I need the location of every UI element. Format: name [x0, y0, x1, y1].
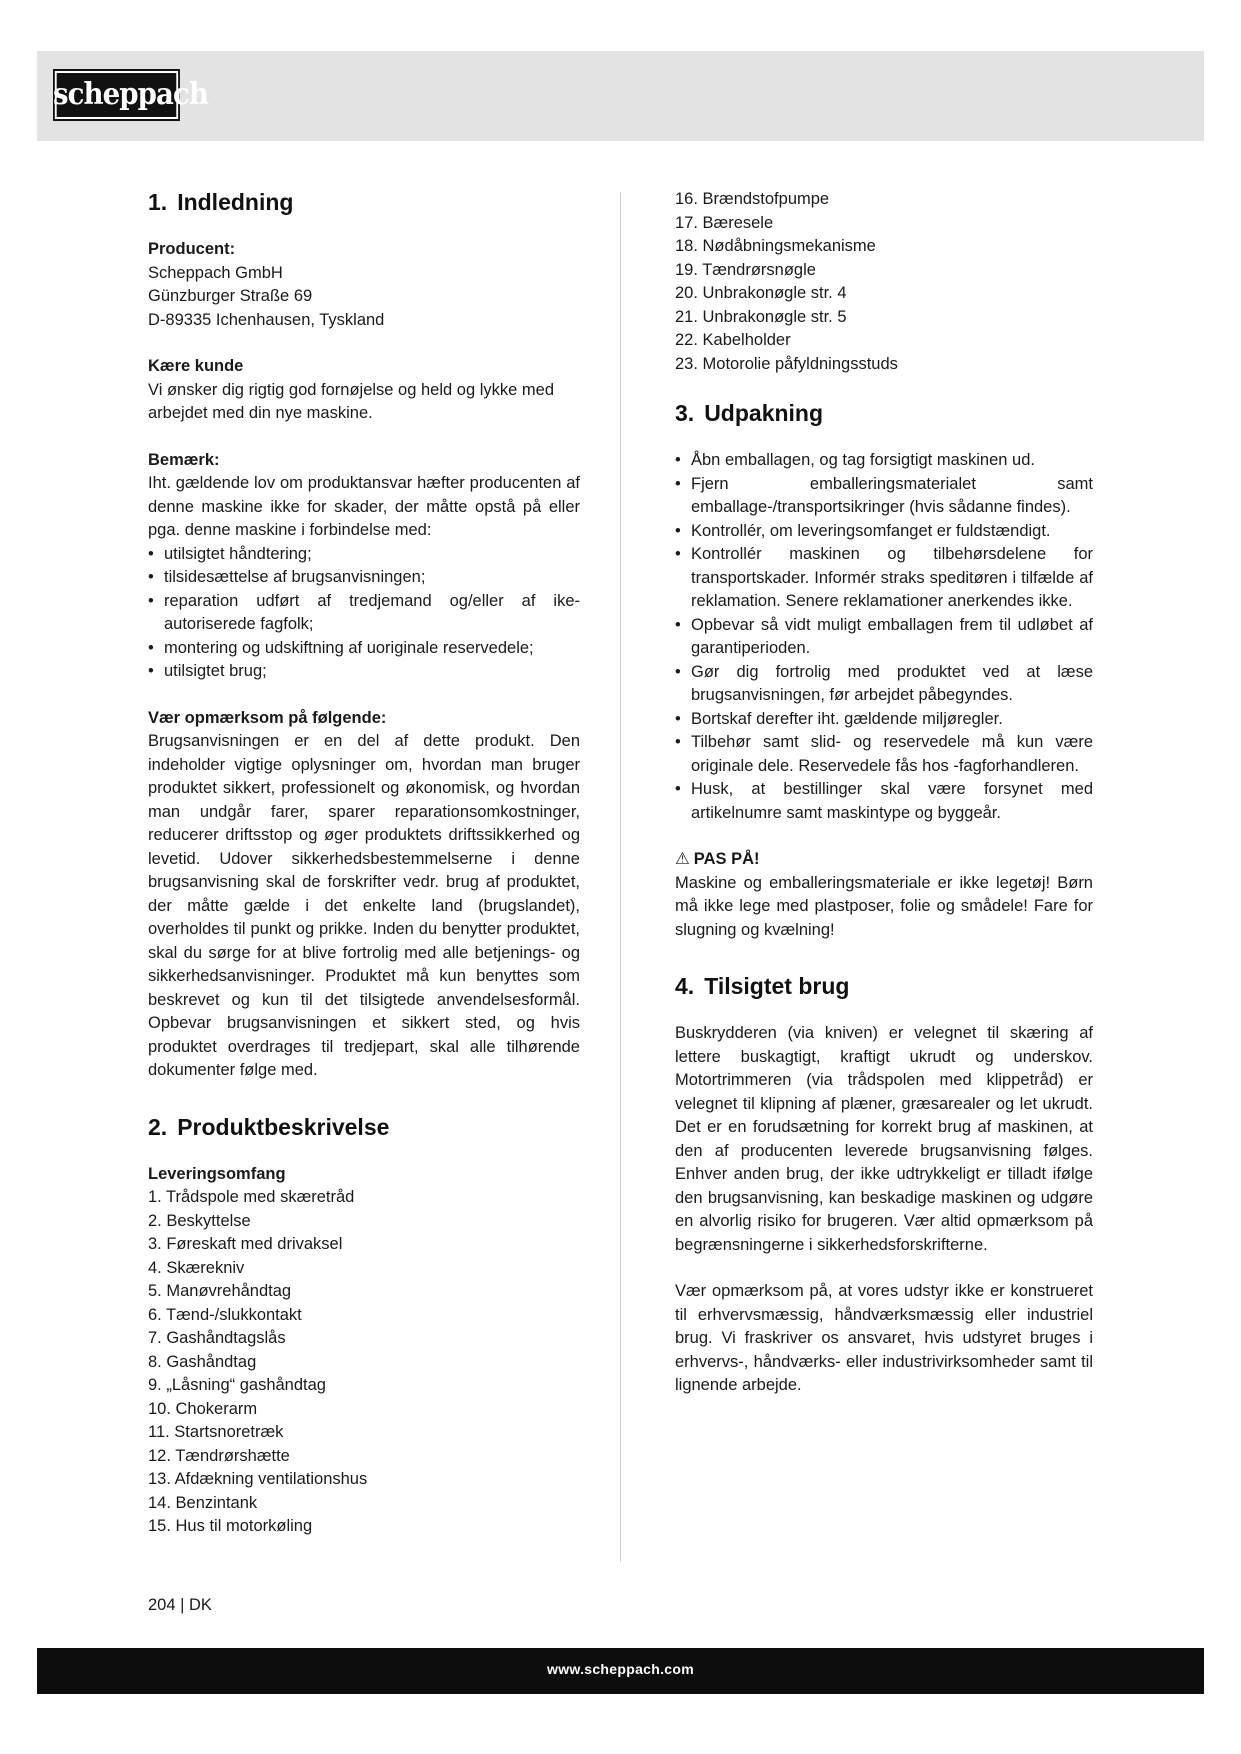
parts-list-continued — [675, 188, 1093, 376]
producer-line: D-89335 Ichenhausen, Tyskland — [148, 310, 385, 329]
list-item: • Husk, at bestillinger skal være forsynet med artikelnumre samt maskintype og byggeår. — [675, 778, 1093, 825]
header-band — [37, 51, 1204, 141]
list-item: • Tilbehør samt slid- og reservedele må kun være originale dele. Reservedele fås hos -fagforhandleren. — [675, 731, 1093, 778]
attention-text: Brugsanvisningen er en del af dette produkt. Den indeholder vigtige oplysninger om, hvordan man bruger produktet sikkert, professionelt og økonomisk, og hvordan man undgår farer, sparer reparationsomkostninger, reducerer driftsstop og øger produktets driftssikkerhed og levetid. Udover sikkerhedsbestemmelserne i denne brugsanvisning skal de forskrifter vedr. brug af produktet, der måtte gælde i det enkelte land (brugslandet), overholdes til punkt og prikke. Inden du benytter produktet, skal du sørge for at blive fortrolig med alle betjenings- og sikkerhedsanvisninger. Produktet må kun benyttes som beskrevet og kun til det tilsigtede anvendelsesformål. Opbevar brugsanvisningen et sikkert sted, og hvis produktet overdrages til tredjepart, skal alle tilhørende dokumenter følge med. — [148, 732, 580, 1079]
warning-text: Maskine og emballeringsmateriale er ikke legetøj! Børn må ikke lege med plastposer, folie og smådele! Fare for slugning og kvælning! — [675, 873, 1093, 939]
list-item: 4. Skærekniv — [148, 1258, 245, 1277]
list-item: • Opbevar så vidt muligt emballagen frem til udløbet af garantiperioden. — [675, 614, 1093, 661]
list-item: 14. Benzintank — [148, 1493, 258, 1512]
list-item: 3. Føreskaft med drivaksel — [148, 1235, 343, 1253]
list-item: 18. Nødåbningsmekanisme — [675, 237, 876, 255]
list-item: 9. „Låsning“ gashåndtag — [148, 1376, 326, 1394]
section-2-heading: 2. Produktbeskrivelse — [148, 1113, 390, 1140]
list-item: 17. Bæresele — [675, 213, 774, 232]
liability-text: Vær opmærksom på, at vores udstyr ikke er konstrueret til erhvervsmæssig, håndværksmæssig eller industriel brug. Vi fraskriver os ansvaret, hvis udstyret bruges i erhvervs-, håndværks- eller industrivirksomheder samt til lignende arbejde. — [675, 1282, 1093, 1394]
left-column — [148, 188, 580, 1539]
list-item: 16. Brændstofpumpe — [675, 190, 830, 208]
section-4-heading: 4. Tilsigtet brug — [675, 973, 850, 999]
list-item: • Fjern emballeringsmaterialet samt emballage-/transportsikringer (hvis sådanne findes). — [675, 473, 1093, 520]
list-item: • tilsidesættelse af brugsanvisningen; — [148, 566, 580, 590]
unpacking-list — [675, 449, 1093, 825]
list-item: • Kontrollér maskinen og tilbehørsdelene for transportskader. Informér straks speditøren i tilfælde af reklamation. Senere reklamationer anerkendes ikke. — [675, 543, 1093, 614]
scope-label: Leveringsomfang — [148, 1164, 286, 1183]
section-3-heading: 3. Udpakning — [675, 400, 824, 426]
list-item: 20. Unbrakonøgle str. 4 — [675, 284, 847, 302]
list-item: 7. Gashåndtagslås — [148, 1329, 286, 1347]
list-item: • Bortskaf derefter iht. gældende miljøregler. — [675, 708, 1093, 732]
scheppach-logo: scheppach — [53, 69, 180, 121]
list-item: 2. Beskyttelse — [148, 1211, 251, 1230]
warning-triangle-icon: ⚠ — [675, 850, 690, 868]
producer-line: Scheppach GmbH — [148, 263, 283, 282]
page-number: 204 | DK — [148, 1596, 212, 1614]
list-item: • Gør dig fortrolig med produktet ved at læse brugsanvisningen, før arbejdet påbegyndes. — [675, 661, 1093, 708]
list-item: 8. Gashåndtag — [148, 1352, 257, 1371]
list-item: 1. Trådspole med skæretråd — [148, 1188, 355, 1206]
list-item: 22. Kabelholder — [675, 331, 791, 349]
note-label: Bemærk: — [148, 450, 220, 469]
attention-label: Vær opmærksom på følgende: — [148, 708, 387, 727]
producer-line: Günzburger Straße 69 — [148, 287, 313, 305]
list-item: 5. Manøvrehåndtag — [148, 1282, 292, 1300]
list-item: 21. Unbrakonøgle str. 5 — [675, 307, 847, 326]
list-item: 19. Tændrørsnøgle — [675, 260, 816, 279]
list-item: • montering og udskiftning af uoriginale reservedele; — [148, 637, 580, 661]
right-column — [675, 188, 1093, 1398]
producer-label: Producent: — [148, 240, 236, 258]
list-item: • utilsigtet håndtering; — [148, 543, 580, 567]
list-item: • Kontrollér, om leveringsomfanget er fuldstændigt. — [675, 520, 1093, 544]
note-list — [148, 543, 580, 684]
list-item: 10. Chokerarm — [148, 1399, 258, 1418]
list-item: • Åbn emballagen, og tag forsigtigt maskinen ud. — [675, 449, 1093, 473]
list-item: • reparation udført af tredjemand og/eller af ike-autoriserede fagfolk; — [148, 590, 580, 637]
list-item: 15. Hus til motorkøling — [148, 1517, 313, 1535]
customer-text: Vi ønsker dig rigtig god fornøjelse og held og lykke med arbejdet med din nye maskine. — [148, 380, 554, 422]
customer-label: Kære kunde — [148, 357, 244, 375]
section-1-heading: 1. Indledning — [148, 189, 294, 215]
note-text: Iht. gældende lov om produktansvar hæfter producenten af denne maskine ikke for skader, der måtte opstå på eller pga. denne maskine i forbindelse med: — [148, 474, 580, 539]
list-item: • utilsigtet brug; — [148, 660, 580, 684]
list-item: 11. Startsnoretræk — [148, 1423, 284, 1441]
intended-use-text: Buskrydderen (via kniven) er velegnet til skæring af lettere buskagtigt, kraftigt ukrudt og underskov. Motortrimmeren (via trådspolen med klippetråd) er velegnet til klipning af plæner, græsarealer og let ukrudt. Det er en forudsætning for korrekt brug af maskinen, at den af producenten leverede brugsanvisning følges. Enhver anden brug, der ikke udtrykkeligt er tilladt ifølge den brugsanvisning, kan beskadige maskinen og udgøre en alvorlig risiko for brugeren. Vær altid opmærksom på begrænsningerne i sikkerhedsforskrifterne. — [675, 1024, 1093, 1254]
parts-list — [148, 1186, 580, 1539]
list-item: 13. Afdækning ventilationshus — [148, 1470, 368, 1488]
list-item: 6. Tænd-/slukkontakt — [148, 1305, 302, 1324]
column-divider — [620, 192, 621, 1562]
website-url[interactable]: www.scheppach.com — [547, 1661, 694, 1677]
list-item: 12. Tændrørshætte — [148, 1446, 290, 1465]
footer-band — [37, 1648, 1204, 1694]
warning-heading: ⚠ PAS PÅ! — [675, 850, 760, 868]
list-item: 23. Motorolie påfyldningsstuds — [675, 354, 898, 373]
